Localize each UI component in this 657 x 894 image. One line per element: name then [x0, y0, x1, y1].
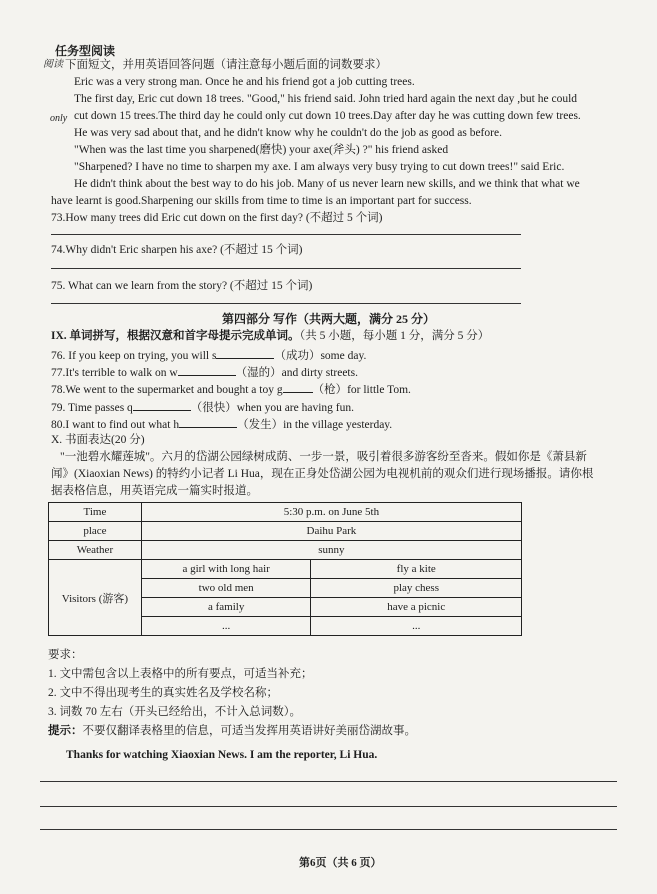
hint-text: 不要仅翻译表格里的信息，可适当发挥用英语讲好美丽岱湖故事。: [82, 725, 416, 737]
visitor-activity: have a picnic: [311, 598, 522, 617]
blank-79[interactable]: [133, 399, 191, 411]
writing-prompt-line-1: "一池碧水耀莲城"。六月的岱湖公园绿树成荫、一步一景，吸引着很多游客纷至沓来。假如你是《萧县新: [60, 451, 587, 463]
row-label-time: Time: [49, 503, 142, 522]
requirement-3: 3. 词数 70 左右（开头已经给出，不计入总词数）。: [48, 706, 301, 718]
passage-line-8: have learnt is good.Sharpening our skills from time to time is an important part for success.: [51, 195, 472, 207]
item-76-post: （成功）some day.: [274, 350, 367, 362]
visitor-who: a family: [141, 598, 311, 617]
item-76-pre: 76. If you keep on trying, you will s: [51, 350, 217, 362]
table-row: [49, 541, 522, 560]
handwritten-note: 阅读: [43, 59, 63, 70]
item-77-pre: 77.It's terrible to walk on w: [51, 367, 178, 379]
question-75: 75. What can we learn from the story? (不超过 15 个词): [51, 280, 313, 292]
blank-80[interactable]: [179, 416, 237, 428]
row-value-weather: sunny: [141, 541, 521, 560]
handwritten-note: only: [50, 113, 68, 124]
hint-label: 提示：: [48, 725, 83, 737]
item-80: [51, 416, 392, 432]
passage-line-6: "Sharpened? I have no time to sharpen my axe. I am always very busy trying to cut down trees!" said Eric.: [74, 161, 565, 173]
blank-76[interactable]: [216, 347, 274, 359]
section-ix-scoring: （共 5 小题，每小题 1 分，满分 5 分）: [299, 330, 490, 342]
visitor-who: a girl with long hair: [141, 560, 311, 579]
visitor-activity: play chess: [311, 579, 522, 598]
visitor-activity: fly a kite: [311, 560, 522, 579]
item-76: [51, 347, 366, 363]
requirements-heading: 要求：: [48, 649, 83, 661]
row-label-visitors: Visitors (游客): [49, 560, 142, 636]
table-row: [49, 560, 522, 579]
item-80-post: （发生）in the village yesterday.: [237, 419, 393, 431]
writing-line: [40, 781, 617, 782]
visitor-who: two old men: [141, 579, 311, 598]
essay-opening: Thanks for watching Xiaoxian News. I am the reporter, Li Hua.: [66, 749, 378, 761]
passage-line-5: "When was the last time you sharpened(磨快) your axe(斧头) ?" his friend asked: [74, 144, 449, 156]
row-label-weather: Weather: [49, 541, 142, 560]
question-73: 73.How many trees did Eric cut down on the first day? (不超过 5 个词): [51, 212, 383, 224]
info-table: [48, 502, 522, 636]
item-78-pre: 78.We went to the supermarket and bought a toy g: [51, 384, 283, 396]
requirement-1: 1. 文中需包含以上表格中的所有要点，可适当补充；: [48, 668, 313, 680]
row-label-place: place: [49, 522, 142, 541]
writing-prompt-line-2: 闻》(Xiaoxian News) 的特约小记者 Li Hua，现在正身处岱湖公园为电视机前的观众们进行现场播报。请你根: [51, 468, 594, 480]
reading-instruction: 下面短文，并用英语回答问题（请注意每小题后面的词数要求）: [65, 59, 387, 71]
writing-line: [40, 829, 617, 830]
item-77-post: （湿的）and dirty streets.: [235, 367, 358, 379]
writing-prompt-line-3: 据表格信息，用英语完成一篇实时报道。: [51, 485, 258, 497]
hint: [48, 724, 416, 738]
answer-line: [51, 234, 521, 235]
item-78-post: （枪）for little Tom.: [312, 384, 411, 396]
item-79: [51, 399, 354, 415]
table-row: [49, 522, 522, 541]
visitor-activity: ...: [311, 617, 522, 636]
passage-line-4: He was very sad about that, and he didn't know why he couldn't do the job as good as before.: [74, 127, 502, 139]
page-footer: 第6页（共 6 页）: [299, 857, 382, 869]
question-74: 74.Why didn't Eric sharpen his axe? (不超过 15 个词): [51, 244, 303, 256]
table-row: [49, 503, 522, 522]
section-ix-title: IX. 单词拼写，根据汉意和首字母提示完成单词。: [51, 330, 300, 342]
item-80-pre: 80.I want to find out what h: [51, 419, 180, 431]
answer-line: [51, 268, 521, 269]
passage-line-2: The first day, Eric cut down 18 trees. "Good," his friend said. John tried hard again the next day ,but he could: [74, 93, 578, 105]
passage-line-3: cut down 15 trees.The third day he could only cut down 10 trees.Day after day he was cutting down few trees.: [74, 110, 581, 122]
row-value-place: Daihu Park: [141, 522, 521, 541]
item-77: [51, 364, 358, 380]
requirement-2: 2. 文中不得出现考生的真实姓名及学校名称；: [48, 687, 278, 699]
passage-line-7: He didn't think about the best way to do his job. Many of us never learn new skills, and we think that what we: [74, 178, 580, 190]
passage-line-1: Eric was a very strong man. Once he and his friend got a job cutting trees.: [74, 76, 415, 88]
item-79-post: （很快）when you are having fun.: [190, 402, 354, 414]
section-ix-heading: [51, 329, 489, 343]
part-four-heading: 第四部分 写作（共两大题，满分 25 分）: [222, 312, 436, 326]
item-79-pre: 79. Time passes q: [51, 402, 133, 414]
visitor-who: ...: [141, 617, 311, 636]
answer-line: [51, 303, 521, 304]
item-78: [51, 381, 411, 397]
row-value-time: 5:30 p.m. on June 5th: [141, 503, 521, 522]
writing-line: [40, 806, 617, 807]
blank-78[interactable]: [283, 381, 313, 393]
section-x-heading: X. 书面表达(20 分): [51, 434, 145, 446]
blank-77[interactable]: [178, 364, 236, 376]
section-heading-task-reading: 任务型阅读: [55, 44, 116, 58]
